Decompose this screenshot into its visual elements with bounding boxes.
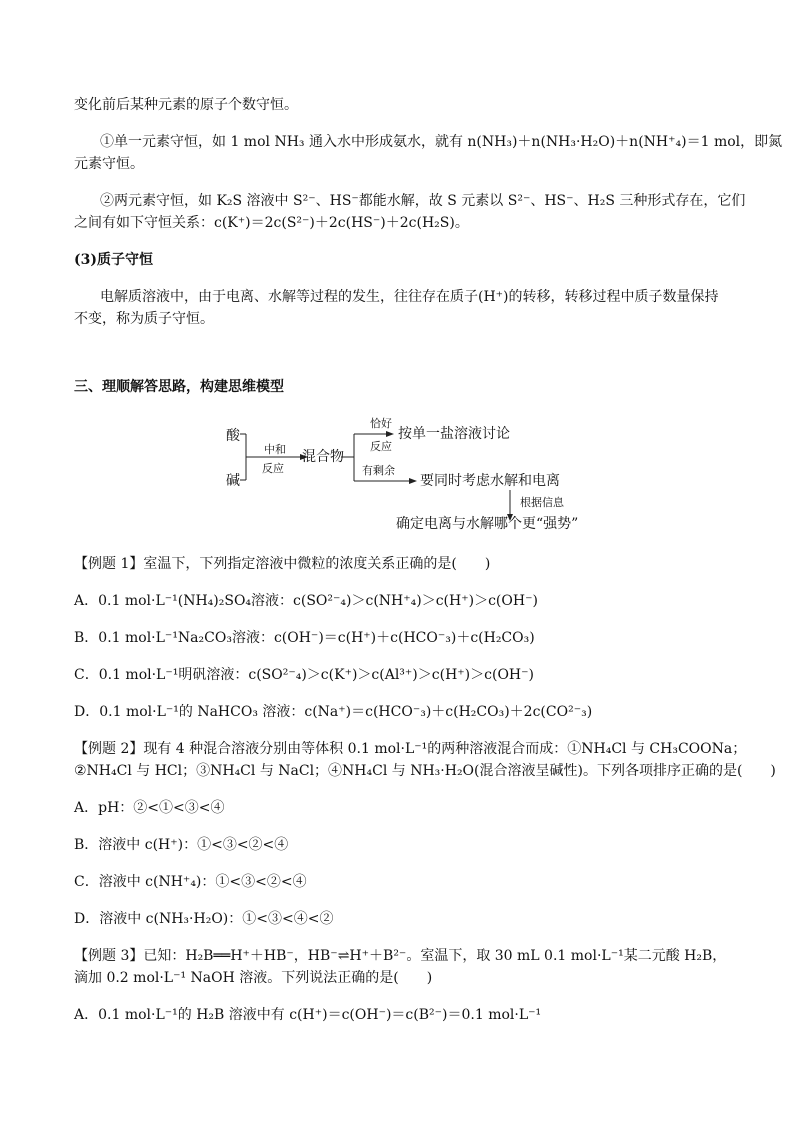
option-a: A．0.1 mol·L⁻¹的 H₂B 溶液中有 c(H⁺)＝c(OH⁻)＝c(B²⁻)＝0.1 mol·L⁻¹	[74, 1007, 542, 1023]
paragraph-line: ②两元素守恒，如 K₂S 溶液中 S²⁻、HS⁻都能水解，故 S 元素以 S²⁻、HS⁻、H₂S 三种形式存在，它们	[100, 193, 746, 209]
option-c: C．0.1 mol·L⁻¹明矾溶液：c(SO²⁻₄)＞c(K⁺)＞c(Al³⁺)＞c(H⁺)＞c(OH⁻)	[74, 667, 534, 683]
hydrolysis-ionization-label: 要同时考虑水解和电离	[420, 473, 560, 489]
question-stem: ②NH₄Cl 与 HCl；③NH₄Cl 与 NaCl；④NH₄Cl 与 NH₃·H₂O(混合溶液呈碱性)。下列各项排序正确的是( )	[74, 763, 776, 779]
neutralize-bottom-label: 反应	[262, 462, 284, 475]
option-d: D．0.1 mol·L⁻¹的 NaHCO₃ 溶液：c(Na⁺)＝c(HCO⁻₃)＋c(H₂CO₃)＋2c(CO²⁻₃)	[74, 704, 593, 720]
section-heading: (3)质子守恒	[74, 252, 153, 268]
exact-bottom-label: 反应	[370, 440, 392, 453]
option-a: A．pH：②<①<③<④	[74, 800, 225, 816]
question-stem: 【例题 1】室温下，下列指定溶液中微粒的浓度关系正确的是( )	[74, 556, 491, 572]
option-b: B．0.1 mol·L⁻¹Na₂CO₃溶液：c(OH⁻)＝c(H⁺)＋c(HCO⁻₃)＋c(H₂CO₃)	[74, 630, 535, 646]
option-a: A．0.1 mol·L⁻¹(NH₄)₂SO₄溶液：c(SO²⁻₄)＞c(NH⁺₄)＞c(H⁺)＞c(OH⁻)	[74, 593, 538, 609]
base-label: 碱	[226, 473, 240, 489]
question-stem: 滴加 0.2 mol·L⁻¹ NaOH 溶液。下列说法正确的是( )	[74, 970, 433, 986]
paragraph-line: 不变，称为质子守恒。	[74, 311, 214, 327]
neutralize-top-label: 中和	[264, 443, 286, 456]
paragraph-line: 之间有如下守恒关系：c(K⁺)＝2c(S²⁻)＋2c(HS⁻)＋2c(H₂S)。	[74, 215, 469, 231]
option-c: C．溶液中 c(NH⁺₄)：①<③<②<④	[74, 874, 307, 890]
paragraph-line: 变化前后某种元素的原子个数守恒。	[74, 97, 298, 113]
mixture-label: 混合物	[302, 449, 344, 465]
exact-top-label: 恰好	[370, 417, 392, 430]
option-d: D．溶液中 c(NH₃·H₂O)：①<③<④<②	[74, 911, 334, 927]
paragraph-line: 电解质溶液中，由于电离、水解等过程的发生，往往存在质子(H⁺)的转移，转移过程中质子数量保持	[100, 289, 719, 305]
question-stem: 【例题 3】已知：H₂B══H⁺＋HB⁻，HB⁻⇌H⁺＋B²⁻。室温下，取 30 mL 0.1 mol·L⁻¹某二元酸 H₂B，	[74, 948, 727, 964]
single-salt-label: 按单一盐溶液讨论	[398, 426, 510, 442]
question-stem: 【例题 2】现有 4 种混合溶液分别由等体积 0.1 mol·L⁻¹的两种溶液混合而成：①NH₄Cl 与 CH₃COONa；	[74, 741, 747, 757]
conclusion-label: 确定电离与水解哪个更“强势”	[396, 516, 579, 532]
option-b: B．溶液中 c(H⁺)：①<③<②<④	[74, 837, 289, 853]
paragraph-line: ①单一元素守恒，如 1 mol NH₃ 通入水中形成氨水，就有 n(NH₃)＋n(NH₃·H₂O)＋n(NH⁺₄)＝1 mol，即氮	[100, 134, 783, 150]
paragraph-line: 元素守恒。	[74, 156, 144, 172]
section-heading: 三、理顺解答思路，构建思维模型	[74, 379, 284, 395]
excess-label: 有剩余	[362, 464, 395, 477]
info-label: 根据信息	[520, 496, 564, 509]
acid-label: 酸	[226, 428, 240, 444]
